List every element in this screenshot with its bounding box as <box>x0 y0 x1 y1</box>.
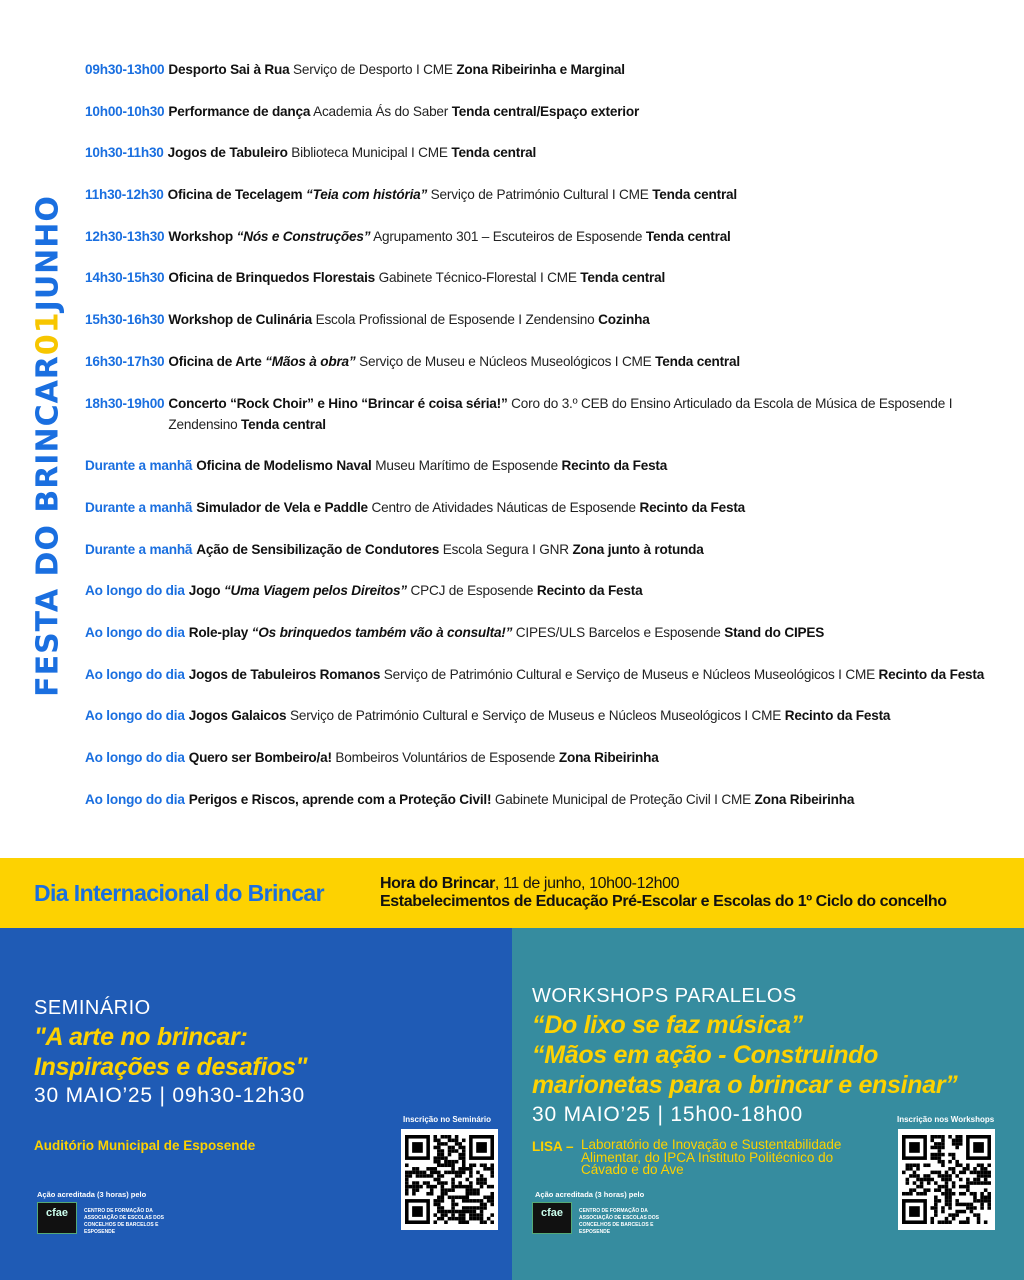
schedule-details <box>168 351 1000 372</box>
workshop-title-3: marionetas para o brincar e ensinar” <box>532 1071 958 1099</box>
workshops-qr-code[interactable] <box>898 1129 995 1230</box>
activity-text: Recinto da Festa <box>639 499 746 515</box>
activity-text: Tenda central <box>645 228 731 244</box>
schedule-details <box>168 101 1000 122</box>
schedule-details <box>189 747 1000 768</box>
schedule-list <box>85 59 1000 830</box>
organizer: Serviço de Desporto I CME <box>289 62 457 77</box>
schedule-time: Ao longo do dia <box>85 624 185 640</box>
organizer: Museu Marítimo de Esposende <box>371 458 562 474</box>
activity-text: “Mãos à obra” <box>265 353 356 369</box>
seminar-date: 30 MAIO’25 | 09h30-12h30 <box>34 1084 305 1107</box>
seminar-panel <box>0 928 512 1280</box>
workshops-kicker: WORKSHOPS PARALELOS <box>532 985 797 1007</box>
schedule-details <box>168 309 1000 330</box>
activity-text: Stand do CIPES <box>724 624 825 640</box>
activity-text: Performance de dança <box>168 103 311 119</box>
seminar-kicker: SEMINÁRIO <box>34 997 151 1019</box>
activity-text: “Teia com história” <box>306 187 428 203</box>
schedule-time: Ao longo do dia <box>85 666 185 682</box>
workshops-qr-label: Inscrição nos Workshops <box>897 1115 995 1124</box>
schedule-details <box>196 497 1000 518</box>
schedule-item <box>85 101 1000 122</box>
activity-text: Recinto da Festa <box>878 666 985 682</box>
schedule-time: 16h30-17h30 <box>85 353 165 369</box>
schedule-item <box>85 747 1000 768</box>
schedule-time: 14h30-15h30 <box>85 270 165 286</box>
schedule-details <box>189 705 1000 726</box>
seminar-title-1: "A arte no brincar: <box>34 1023 248 1051</box>
activity-text: Quero ser Bombeiro/a! <box>188 750 332 765</box>
schedule-time: 11h30-12h30 <box>85 187 164 203</box>
schedule-item <box>85 393 1000 435</box>
schedule-time: 15h30-16h30 <box>85 312 165 328</box>
schedule-time: 10h00-10h30 <box>85 103 165 119</box>
workshops-panel <box>512 928 1024 1280</box>
activity-text: Jogo <box>188 583 224 599</box>
activity-text: Jogos Galaicos <box>188 708 287 724</box>
schedule-time: 18h30-19h00 <box>85 395 165 411</box>
schedule-details <box>189 664 1000 685</box>
activity-text: Zona Ribeirinha e Marginal <box>456 62 625 77</box>
activity-text: Workshop de Culinária <box>168 312 313 328</box>
activity-text: Recinto da Festa <box>561 458 668 474</box>
schedule-details <box>168 142 1000 163</box>
seminar-qr-code[interactable] <box>401 1129 498 1230</box>
activity-text: Perigos e Riscos, aprende com a Proteção Civil! <box>188 791 492 807</box>
organizer: Academia Ás do Saber <box>310 103 452 119</box>
schedule-item <box>85 622 1000 643</box>
organizer: Serviço de Património Cultural e Serviço de Museus e Núcleos Museológicos I CME <box>286 708 785 724</box>
schedule-details <box>168 267 1000 288</box>
organizer: Centro de Atividades Náuticas de Esposende <box>367 499 640 515</box>
activity-text: Simulador de Vela e Paddle <box>196 499 368 515</box>
schedule-item <box>85 705 1000 726</box>
activity-text: “Os brinquedos também vão à consulta!” <box>251 624 513 640</box>
schedule-item <box>85 309 1000 330</box>
organizer: Gabinete Municipal de Proteção Civil I CME <box>491 791 755 807</box>
activity-text: Zona junto à rotunda <box>572 541 704 557</box>
organizer: Serviço de Museu e Núcleos Museológicos I CME <box>355 353 656 369</box>
schedule-time: Ao longo do dia <box>85 791 185 807</box>
schedule-item <box>85 580 1000 601</box>
organizer: Agrupamento 301 – Escuteiros de Esposende <box>370 228 646 244</box>
accreditation-label: Ação acreditada (3 horas) pelo <box>535 1190 645 1199</box>
schedule-item <box>85 539 1000 560</box>
schedule-item <box>85 455 1000 476</box>
schedule-details <box>196 455 1000 476</box>
activity-text: Concerto “Rock Choir” e Hino “Brincar é coisa séria!” <box>168 395 508 411</box>
cfae-logo-text: CENTRO DE FORMAÇÃO DA ASSOCIAÇÃO DE ESCOLAS DOS CONCELHOS DE BARCELOS E ESPOSENDE <box>579 1208 660 1235</box>
activity-text: Tenda central <box>580 270 666 286</box>
cfae-logo: cfae <box>37 1202 77 1234</box>
activity-text: Tenda central <box>655 353 740 369</box>
schedule-details <box>168 184 1000 205</box>
activity-text: Desporto Sai à Rua <box>168 62 290 77</box>
workshop-title-2: “Mãos em ação - Construindo <box>532 1041 879 1069</box>
activity-text: Jogos de Tabuleiro <box>167 145 288 161</box>
schedule-details <box>196 539 1000 560</box>
schedule-details <box>168 59 1000 80</box>
schedule-item <box>85 351 1000 372</box>
organizer: Escola Profissional de Esposende I Zendensino <box>312 312 599 328</box>
schedule-time: 12h30-13h30 <box>85 228 165 244</box>
schedule-item <box>85 59 1000 80</box>
schedule-details <box>168 226 1000 247</box>
organizer: CPCJ de Esposende <box>406 583 537 599</box>
schedule-time: 10h30-11h30 <box>85 145 164 161</box>
schedule-time: Durante a manhã <box>85 499 193 515</box>
schedule-item <box>85 226 1000 247</box>
seminar-venue: Auditório Municipal de Esposende <box>34 1138 256 1153</box>
activity-text: Recinto da Festa <box>784 708 891 724</box>
accreditation-label: Ação acreditada (3 horas) pelo <box>37 1190 147 1199</box>
activity-text: “Uma Viagem pelos Direitos” <box>223 583 407 599</box>
activity-text: Zona Ribeirinha <box>754 791 855 807</box>
organizer: Coro do 3.º CEB do Ensino Articulado da Escola de Música de Esposende I Zendensino <box>168 395 953 432</box>
activity-text: “Nós e Construções” <box>236 228 371 244</box>
schedule-item <box>85 664 1000 685</box>
activity-text: Oficina de Modelismo Naval <box>196 458 372 474</box>
organizer: Biblioteca Municipal I CME <box>287 145 452 161</box>
activity-text: Tenda central <box>241 416 326 432</box>
activity-text: Ação de Sensibilização de Condutores <box>196 541 440 557</box>
activity-text: Oficina de Brinquedos Florestais <box>168 270 376 286</box>
cfae-logo: cfae <box>532 1202 572 1234</box>
activity-text: Role-play <box>188 624 252 640</box>
schedule-details <box>189 789 1000 810</box>
seminar-title-2: Inspirações e desafios" <box>34 1053 308 1081</box>
organizer: Serviço de Património Cultural e Serviço de Museus e Núcleos Museológicos I CME <box>380 666 879 682</box>
band-line1: Hora do Brincar, 11 de junho, 10h00-12h00 <box>380 875 680 892</box>
workshop-title-1: “Do lixo se faz música” <box>532 1011 803 1039</box>
activity-text: Oficina de Arte <box>168 353 266 369</box>
activity-text: Cozinha <box>598 312 650 328</box>
activity-text: Tenda central/Espaço exterior <box>451 103 640 119</box>
activity-text: Recinto da Festa <box>536 583 643 599</box>
workshops-venue: Laboratório de Inovação e Sustentabilidade Alimentar, do IPCA Instituto Politécnico do Cávado e do Ave <box>581 1137 842 1177</box>
band-title: Dia Internacional do Brincar <box>34 880 324 906</box>
seminar-qr-label: Inscrição no Seminário <box>403 1115 492 1124</box>
schedule-item <box>85 267 1000 288</box>
organizer: Serviço de Património Cultural I CME <box>427 187 653 203</box>
activity-text: Oficina de Tecelagem <box>167 187 307 203</box>
organizer: CIPES/ULS Barcelos e Esposende <box>512 624 725 640</box>
schedule-time: Ao longo do dia <box>85 708 185 724</box>
international-play-day-band <box>0 858 1024 928</box>
schedule-details <box>189 622 1000 643</box>
organizer: Escola Segura I GNR <box>439 541 573 557</box>
schedule-time: Ao longo do dia <box>85 750 185 765</box>
schedule-item <box>85 184 1000 205</box>
activity-text: Jogos de Tabuleiros Romanos <box>188 666 381 682</box>
activity-text: Tenda central <box>652 187 737 203</box>
schedule-time: Durante a manhã <box>85 458 193 474</box>
activity-text: Workshop <box>168 228 237 244</box>
band-line2: Estabelecimentos de Educação Pré-Escolar e Escolas do 1º Ciclo do concelho <box>380 893 947 910</box>
activity-text: Zona Ribeirinha <box>558 750 659 765</box>
schedule-item <box>85 789 1000 810</box>
schedule-time: Ao longo do dia <box>85 583 185 599</box>
cfae-logo-text: CENTRO DE FORMAÇÃO DA ASSOCIAÇÃO DE ESCOLAS DOS CONCELHOS DE BARCELOS E ESPOSENDE <box>84 1208 165 1235</box>
schedule-details <box>189 580 1000 601</box>
workshops-date: 30 MAIO’25 | 15h00-18h00 <box>532 1103 803 1126</box>
schedule-item <box>85 497 1000 518</box>
workshops-venue-label: LISA – <box>532 1139 574 1154</box>
schedule-details <box>168 393 1000 435</box>
activity-text: Tenda central <box>451 145 537 161</box>
organizer: Gabinete Técnico-Florestal I CME <box>375 270 581 286</box>
schedule-item <box>85 142 1000 163</box>
schedule-time: Durante a manhã <box>85 541 193 557</box>
organizer: Bombeiros Voluntários de Esposende <box>331 750 559 765</box>
schedule-time: 09h30-13h00 <box>85 62 165 77</box>
festival-title: FESTA DO BRINCAR01JUNHO <box>30 195 66 697</box>
